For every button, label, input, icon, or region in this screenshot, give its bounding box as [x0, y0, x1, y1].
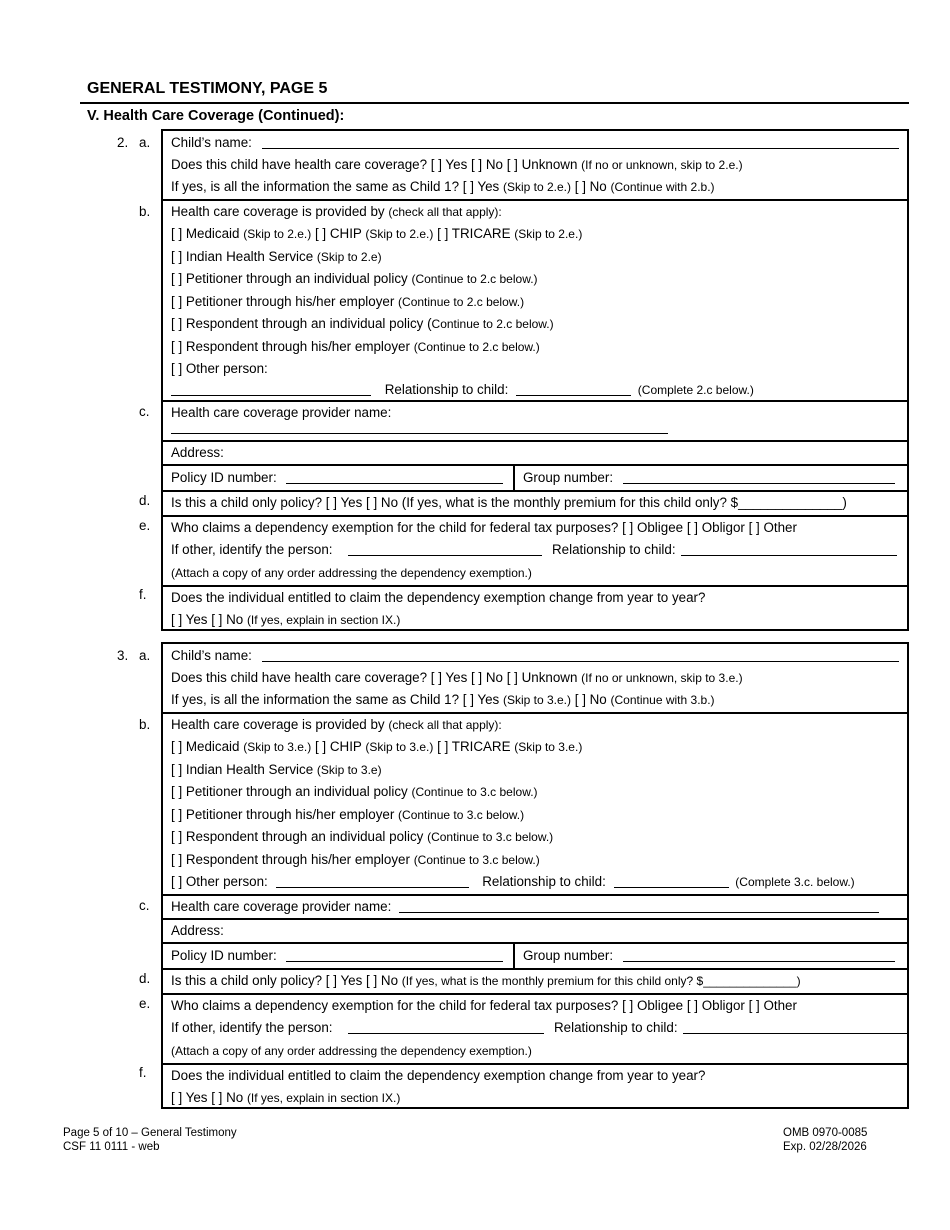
- child3-tricare-note: (Skip to 3.e.): [514, 740, 583, 754]
- child2-address-row: [163, 440, 907, 464]
- child2-coverage-note: (If no or unknown, skip to 2.e.): [581, 157, 743, 172]
- child3-pet-ind-line: [163, 781, 907, 804]
- child3-same-no[interactable]: [ ] No: [574, 692, 607, 707]
- child3-policy-row: [163, 942, 907, 968]
- child2-change-note: (If yes, explain in section IX.): [246, 613, 401, 627]
- child2-other-option[interactable]: [ ] Other person:: [171, 361, 268, 376]
- child3-ihs-option[interactable]: [ ] Indian Health Service: [171, 761, 314, 777]
- child2-relationship2-field[interactable]: [681, 542, 897, 556]
- child3-a-label: a.: [139, 648, 151, 663]
- child3-resp-ind-option[interactable]: [ ] Respondent through an individual policy: [171, 829, 424, 844]
- child3-change-note: (If yes, explain in section IX.): [246, 1091, 401, 1105]
- child2-identify-field[interactable]: [348, 542, 542, 556]
- child3-ihs-note: (Skip to 3.e): [316, 762, 382, 777]
- child3-tricare-option[interactable]: [ ] TRICARE: [437, 739, 511, 754]
- child2-change-question: Does the individual entitled to claim the dependency exemption change from year to year?: [171, 589, 706, 605]
- child2-number: 2.: [117, 135, 129, 150]
- child2-same-question: If yes, is all the information the same as Child 1? [ ] Yes: [171, 179, 500, 194]
- child3-address-row: [163, 918, 907, 942]
- child2-group-field[interactable]: [623, 470, 895, 484]
- child3-relationship-field[interactable]: [614, 874, 729, 888]
- child2-c-label: c.: [139, 404, 150, 419]
- footer-right: [783, 1126, 867, 1154]
- child2-address-label: Address:: [171, 444, 224, 460]
- child3-relationship2-label: Relationship to child:: [554, 1020, 678, 1035]
- child3-pet-emp-line: [163, 804, 907, 827]
- child3-identify-label: If other, identify the person:: [171, 1020, 333, 1035]
- child3-relationship2-field[interactable]: [683, 1020, 907, 1034]
- child3-number: 3.: [117, 648, 129, 663]
- child3-check-all: (check all that apply):: [388, 717, 502, 732]
- child2-provider-label: Health care coverage provider name:: [171, 404, 392, 420]
- child3-resp-emp-line: [163, 849, 907, 872]
- footer-exp: Exp. 02/28/2026: [783, 1141, 867, 1153]
- child3-section-b: [163, 712, 907, 894]
- child2-resp-emp-line: [163, 336, 907, 359]
- child3-pet-ind-option[interactable]: [ ] Petitioner through an individual policy: [171, 784, 408, 799]
- child3-section-c: [163, 894, 907, 918]
- child3-coverage-line: [163, 667, 907, 690]
- child2-medicaid-line: [163, 223, 907, 246]
- child3-chip-note: (Skip to 3.e.): [365, 740, 434, 754]
- child3-same-question: If yes, is all the information the same as Child 1? [ ] Yes: [171, 692, 500, 707]
- child2-block: [161, 129, 909, 631]
- child2-relationship2-label: Relationship to child:: [552, 542, 676, 557]
- child2-provider-line: [163, 402, 907, 425]
- child3-name-label: Child’s name:: [171, 648, 252, 663]
- child2-resp-emp-note: (Continue to 2.c below.): [413, 339, 540, 354]
- child3-policy-field[interactable]: [286, 948, 503, 962]
- footer-omb: OMB 0970-0085: [783, 1127, 868, 1139]
- child3-pet-emp-option[interactable]: [ ] Petitioner through his/her employer: [171, 806, 395, 822]
- child3-section-d: [163, 968, 907, 993]
- child2-identify-line: [163, 539, 907, 562]
- child2-child-only: Is this a child only policy? [ ] Yes [ ] No (If yes, what is the monthly premium for this child only? $______________): [171, 494, 847, 510]
- child2-chip-note: (Skip to 2.e.): [365, 227, 434, 241]
- child3-block: [161, 642, 909, 1109]
- child3-d-label: d.: [139, 971, 151, 986]
- child2-resp-ind-note: Continue to 2.c below.): [431, 317, 554, 331]
- child3-identify-line: [163, 1017, 907, 1040]
- child3-exemption-question: Who claims a dependency exemption for the child for federal tax purposes? [ ] Obligee [ ] Obligor [ ] Other: [171, 997, 797, 1013]
- child3-c-label: c.: [139, 898, 150, 913]
- child2-resp-emp-option[interactable]: [ ] Respondent through his/her employer: [171, 338, 410, 354]
- title-rule: [80, 102, 909, 104]
- child3-f-label: f.: [139, 1065, 147, 1080]
- child2-section-d: [163, 490, 907, 515]
- child2-e-label: e.: [139, 518, 151, 533]
- child2-section-a: [163, 131, 907, 199]
- child2-address-line: [163, 442, 907, 464]
- child2-same-line: [163, 176, 907, 199]
- child2-name-label: Child’s name:: [171, 135, 252, 150]
- child2-provider-field[interactable]: [171, 433, 668, 434]
- child3-medicaid-line: [163, 736, 907, 759]
- child3-provided-by: Health care coverage is provided by: [171, 716, 385, 732]
- child2-d-label: d.: [139, 493, 151, 508]
- child3-other-line: [163, 871, 907, 894]
- child3-ihs-line: [163, 759, 907, 782]
- child2-policy-row: [163, 464, 907, 490]
- child3-child-only: Is this a child only policy? [ ] Yes [ ] No: [171, 972, 399, 988]
- child3-provider-label: Health care coverage provider name:: [171, 898, 392, 914]
- child3-child-only-line: [163, 970, 907, 993]
- child2-b-label: b.: [139, 204, 151, 219]
- child3-name-field[interactable]: [262, 648, 899, 662]
- child2-tricare-option[interactable]: [ ] TRICARE: [437, 226, 511, 241]
- child3-section-a: [163, 644, 907, 712]
- child2-name-line: [163, 131, 907, 154]
- child2-provided-by: Health care coverage is provided by: [171, 203, 385, 219]
- child3-resp-ind-note: (Continue to 3.c below.): [427, 830, 554, 844]
- child2-attach-note: (Attach a copy of any order addressing the dependency exemption.): [171, 565, 532, 580]
- child2-relationship-line: [163, 381, 907, 400]
- child2-tricare-note: (Skip to 2.e.): [514, 227, 583, 241]
- child3-provided-line: [163, 714, 907, 737]
- child2-exemption-question: Who claims a dependency exemption for the child for federal tax purposes? [ ] Obligee [ ] Obligor [ ] Other: [171, 519, 797, 535]
- child2-name-field[interactable]: [262, 135, 899, 149]
- child2-check-all: (check all that apply):: [388, 204, 502, 219]
- child3-child-only-note: (If yes, what is the monthly premium for this child only? $______________): [401, 973, 801, 988]
- child3-change-line: [163, 1087, 907, 1110]
- child2-pet-ind-note: (Continue to 2.c below.): [411, 272, 538, 286]
- child2-section-e: [163, 515, 907, 585]
- child3-coverage-question: Does this child have health care coverage? [ ] Yes [ ] No [ ] Unknown: [171, 669, 578, 685]
- child3-change-question: Does the individual entitled to claim the dependency exemption change from year to year?: [171, 1067, 706, 1083]
- child3-resp-ind-line: [163, 826, 907, 849]
- child2-change-line: [163, 609, 907, 632]
- child3-same-no-note: (Continue with 3.b.): [610, 693, 715, 707]
- child3-same-line: [163, 689, 907, 712]
- child3-address-label: Address:: [171, 922, 224, 938]
- child2-group-label: Group number:: [523, 469, 614, 485]
- child2-attach-line: [163, 562, 907, 585]
- child3-section-f: [163, 1063, 907, 1110]
- child3-name-line: [163, 644, 907, 667]
- footer-left: [63, 1126, 237, 1154]
- child2-pet-ind-option[interactable]: [ ] Petitioner through an individual policy: [171, 271, 408, 286]
- child2-policy-field[interactable]: [286, 470, 503, 484]
- child3-provider-field[interactable]: [399, 899, 879, 913]
- child3-provider-line: [163, 896, 907, 918]
- child3-pet-ind-note: (Continue to 3.c below.): [411, 785, 538, 799]
- child2-pet-emp-line: [163, 291, 907, 314]
- child2-pet-ind-line: [163, 268, 907, 291]
- child2-a-label: a.: [139, 135, 151, 150]
- child3-group-cell: [515, 944, 907, 968]
- child2-coverage-line: [163, 154, 907, 177]
- child2-other-line: [163, 358, 907, 381]
- child3-resp-emp-option[interactable]: [ ] Respondent through his/her employer: [171, 851, 410, 867]
- child3-group-label: Group number:: [523, 947, 614, 963]
- child3-pet-emp-note: (Continue to 3.c below.): [398, 807, 525, 822]
- child3-other-person-field[interactable]: [276, 874, 469, 888]
- child3-section-e: [163, 993, 907, 1063]
- child3-attach-line: [163, 1040, 907, 1063]
- child3-address-line: [163, 920, 907, 942]
- child3-group-field[interactable]: [623, 948, 895, 962]
- child2-relationship-field[interactable]: [516, 382, 631, 396]
- child2-change-answer[interactable]: [ ] Yes [ ] No: [171, 612, 244, 627]
- child2-provided-line: [163, 201, 907, 224]
- child3-b-label: b.: [139, 717, 151, 732]
- child2-pet-emp-option[interactable]: [ ] Petitioner through his/her employer: [171, 293, 395, 309]
- child3-medicaid-note: (Skip to 3.e.): [243, 740, 312, 754]
- child3-e-label: e.: [139, 996, 151, 1011]
- child2-relationship-label: Relationship to child:: [384, 381, 509, 397]
- child2-section-c: [163, 400, 907, 440]
- child2-same-yes-note: (Skip to 2.e.): [502, 180, 572, 194]
- child3-complete-note: (Complete 3.c. below.): [735, 875, 855, 889]
- child2-pet-emp-note: (Continue to 2.c below.): [398, 294, 525, 309]
- child2-resp-ind-line: [163, 313, 907, 336]
- child2-chip-option[interactable]: [ ] CHIP: [314, 226, 362, 241]
- child2-ihs-note: (Skip to 2.e): [316, 249, 382, 264]
- section-title: V. Health Care Coverage (Continued):: [87, 108, 345, 124]
- child3-policy-label: Policy ID number:: [171, 947, 277, 963]
- child2-medicaid-note: (Skip to 2.e.): [243, 227, 312, 241]
- child3-change-answer[interactable]: [ ] Yes [ ] No: [171, 1090, 244, 1105]
- child3-identify-field[interactable]: [348, 1020, 544, 1034]
- child2-group-cell: [515, 466, 907, 490]
- child2-section-b: [163, 199, 907, 400]
- child3-resp-emp-note: (Continue to 3.c below.): [413, 852, 540, 867]
- child2-policy-label: Policy ID number:: [171, 469, 277, 485]
- footer-form-id: CSF 11 0111 - web: [63, 1141, 160, 1153]
- child3-same-yes-note: (Skip to 3.e.): [502, 693, 572, 707]
- child2-ihs-line: [163, 246, 907, 269]
- child3-attach-note: (Attach a copy of any order addressing the dependency exemption.): [171, 1043, 532, 1058]
- page-title: GENERAL TESTIMONY, PAGE 5: [87, 80, 328, 97]
- child2-same-no-note: (Continue with 2.b.): [610, 180, 715, 194]
- child2-f-label: f.: [139, 587, 147, 602]
- child2-policy-cell: [163, 466, 515, 490]
- child2-other-person-field[interactable]: [171, 382, 371, 396]
- child2-same-no[interactable]: [ ] No: [574, 179, 607, 194]
- child3-chip-option[interactable]: [ ] CHIP: [314, 739, 362, 754]
- child3-medicaid-option[interactable]: [ ] Medicaid: [171, 739, 240, 754]
- child3-other-option[interactable]: [ ] Other person:: [171, 874, 268, 889]
- child2-ihs-option[interactable]: [ ] Indian Health Service: [171, 248, 314, 264]
- child2-section-f: [163, 585, 907, 632]
- child2-medicaid-option[interactable]: [ ] Medicaid: [171, 226, 240, 241]
- child3-coverage-note: (If no or unknown, skip to 3.e.): [581, 670, 743, 685]
- child2-resp-ind-option[interactable]: [ ] Respondent through an individual policy (: [171, 316, 432, 331]
- footer-page: Page 5 of 10 – General Testimony: [63, 1127, 237, 1139]
- child2-coverage-question: Does this child have health care coverage? [ ] Yes [ ] No [ ] Unknown: [171, 156, 578, 172]
- child3-policy-cell: [163, 944, 515, 968]
- child2-complete-note: (Complete 2.c below.): [637, 382, 754, 397]
- child2-identify-label: If other, identify the person:: [171, 542, 333, 557]
- child3-relationship-label: Relationship to child:: [482, 874, 606, 889]
